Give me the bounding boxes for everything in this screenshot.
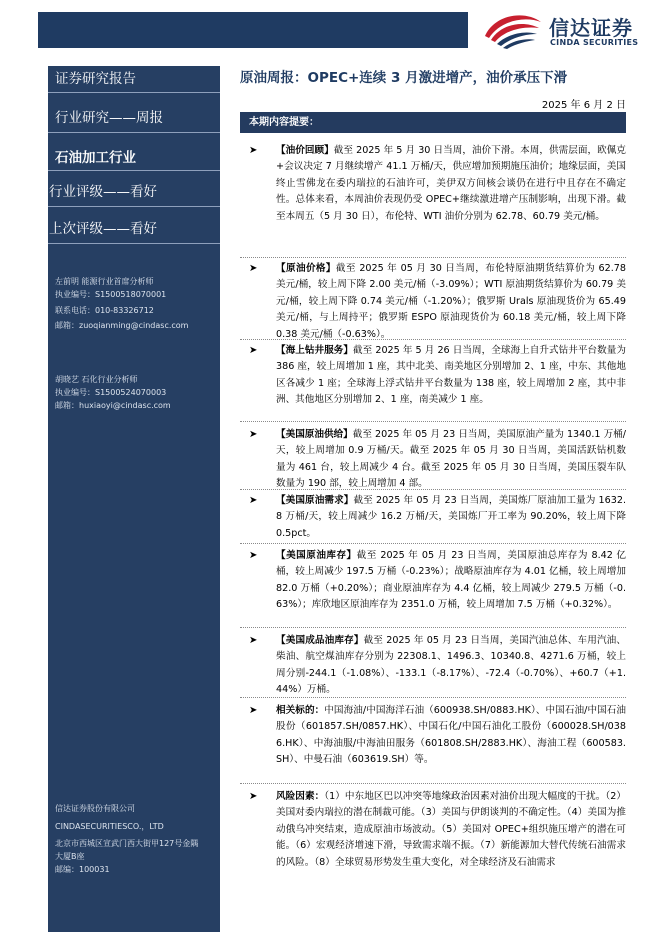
section-us-product-inventory: [276, 633, 626, 699]
sidebar-divider: [48, 206, 220, 207]
sidebar-divider: [48, 243, 220, 244]
header-banner: [38, 12, 468, 48]
section-tag: 【美国成品油库存】: [276, 635, 364, 646]
bullet-arrow-icon: ➤: [249, 550, 258, 561]
sidebar-divider: [48, 132, 220, 133]
section-related-stocks: [276, 703, 626, 769]
brand-name-en: CINDA SECURITIES: [550, 38, 639, 47]
report-date: 2025 年 6 月 2 日: [541, 100, 626, 111]
section-divider: [240, 489, 626, 490]
sidebar-divider: [48, 170, 220, 171]
section-text: 截至 2025 年 05 月 23 日当周，美国原油总库存为 8.42 亿桶，较上周减少 197.5 万桶（-0.23%）；战略原油库存为 4.01 亿桶，较上周增加 82.0 万桶（+0.20%）；商业原油库存为 4.4 亿桶，较上周减少 279.5 万桶（-0.63%）；库欣地区原油库存为 2351.0 万桶，较上周增加 7.5 万桶（+0.32%）。: [276, 550, 626, 611]
section-us-crude-inventory: [276, 548, 626, 614]
company-address: 北京市西城区宣武门西大街甲127号金隅: [55, 839, 199, 848]
section-us-crude-supply: [276, 427, 626, 493]
company-name-cn: 信达证券股份有限公司: [55, 804, 135, 813]
analyst-name: 胡晓艺 石化行业分析师: [55, 375, 138, 384]
bullet-arrow-icon: ➤: [249, 495, 258, 506]
analyst-email: 邮箱：zuoqianming@cindasc.com: [55, 321, 189, 330]
section-tag: 相关标的：: [276, 705, 325, 716]
analyst-cert-number: 执业编号：S1500524070003: [55, 388, 167, 397]
bullet-arrow-icon: ➤: [249, 345, 258, 356]
section-text: 截至 2025 年 05 月 23 日当周，美国原油产量为 1340.1 万桶/天，较上周增加 0.9 万桶/天。截至 2025 年 05 月 30 日当周，美国活跃钻机数量为 461 台，较上周减少 4 台。截至 2025 年 05 月 30 日当周，美国压裂车队数量为 190 部，较上周增加 4 部。: [276, 429, 626, 490]
section-text: 中国海油/中国海洋石油（600938.SH/0883.HK）、中国石油/中国石油股份（601857.SH/0857.HK）、中国石化/中国石油化工股份（600028.SH/0386.HK）、中海油服/中海油田服务（601808.SH/2883.HK）、海油工程（600583.SH）、中曼石油（603619.SH）等。: [276, 705, 627, 766]
bullet-arrow-icon: ➤: [249, 705, 258, 716]
analyst-name: 左前明 能源行业首席分析师: [55, 277, 154, 286]
section-tag: 风险因素：: [276, 791, 325, 802]
section-divider: [240, 257, 626, 258]
report-type-label: 证券研究报告: [55, 71, 136, 87]
section-divider: [240, 697, 626, 698]
bullet-arrow-icon: ➤: [249, 145, 258, 156]
cinda-logo-icon: [481, 8, 545, 50]
section-divider: [240, 783, 626, 784]
section-offshore-drilling: [276, 343, 626, 409]
analyst-phone: 联系电话：010-83326712: [55, 306, 154, 315]
sidebar-divider: [48, 92, 220, 93]
section-crude-price: [276, 261, 626, 343]
section-text: （1）中东地区巴以冲突等地缘政治因素对油价出现大幅度的干扰。（2）美国对委内瑞拉的潜在制裁可能。（3）美国与伊朗谈判的不确定性。（4）美国为推动俄乌冲突结束，造成原油市场波动。（5）美国对 OPEC+组织施压增产的潜在可能。（6）宏观经济增速下滑，导致需求端不振。（7）新能源加大替代传统石油需求的风险。（8）全球贸易形势发生重大变化，对全球经济及石油需求: [276, 791, 627, 868]
bullet-arrow-icon: ➤: [249, 429, 258, 440]
section-divider: [240, 627, 626, 628]
section-tag: 【油价回顾】: [276, 145, 334, 156]
section-text: 截至 2025 年 5 月 26 日当周，全球海上自升式钻井平台数量为 386 座，较上周增加 1 座，其中北美、南美地区分别增加 2、1 座，中东、其他地区各减少 1 座；全球海上浮式钻井平台数量为 138 座，较上周增加 2 座，其中非洲、其他地区分别增加 2、1 座，南美减少 1 座。: [276, 345, 626, 406]
section-tag: 【美国原油供给】: [276, 429, 353, 440]
previous-rating-label: 上次评级——看好: [49, 221, 157, 237]
section-text: 截至 2025 年 5 月 30 日当周，油价下滑。本周，供需层面，欧佩克+会议决定 7 月继续增产 41.1 万桶/天，供应增加预期施压油价；地缘层面，美国终止雪佛龙在委内瑞拉的石油许可，美伊双方间核会谈仍在进行中且存在不确定性。总体来看，本周油价表现仍受 OPEC+继续激进增产压制影响，出现下滑。截至本周五（5 月 30 日），布伦特、WTI 油价分别为 62.78、60.79 美元/桶。: [276, 145, 626, 222]
report-title: 原油周报：OPEC+连续 3 月激进增产，油价承压下滑: [240, 70, 568, 86]
section-divider: [240, 339, 626, 340]
section-text: 截至 2025 年 05 月 30 日当周，布伦特原油期货结算价为 62.78 美元/桶，较上周下降 2.00 美元/桶（-3.09%）；WTI 原油期货结算价为 60.79 美元/桶，较上周下降 0.74 美元/桶（-1.20%）；俄罗斯 Urals 原油现货价为 65.49 美元/桶，与上周持平；俄罗斯 ESPO 原油现货价为 60.18 美元/桶，较上周下降 0.38 美元/桶（-0.63%）。: [276, 263, 626, 340]
industry-rating-label: 行业评级——看好: [49, 184, 157, 200]
section-text: 截至 2025 年 05 月 23 日当周，美国炼厂原油加工量为 1632.8 万桶/天，较上周减少 16.2 万桶/天，美国炼厂开工率为 90.20%，较上周下降 0.5pct。: [276, 495, 627, 539]
section-tag: 【海上钻井服务】: [276, 345, 354, 356]
summary-heading: 本期内容提要：: [240, 112, 626, 133]
research-type-label: 行业研究——周报: [55, 110, 163, 126]
bullet-arrow-icon: ➤: [249, 791, 258, 802]
company-postcode: 邮编：100031: [55, 865, 110, 874]
company-name-en: CINDASECURITIESCO.，LTD: [55, 822, 164, 831]
section-tag: 【美国原油库存】: [276, 550, 357, 561]
brand-name-cn: 信达证券: [549, 16, 633, 40]
section-text: 截至 2025 年 05 月 23 日当周，美国汽油总体、车用汽油、柴油、航空煤油库存分别为 22308.1、1496.3、10340.8、4271.6 万桶，较上周分别-244.1（-1.08%）、-133.1（-8.17%）、-72.4（-0.70%）、+60.7（+1.44%）万桶。: [276, 635, 626, 696]
section-divider: [240, 543, 626, 544]
bullet-arrow-icon: ➤: [249, 635, 258, 646]
section-oil-price-review: [276, 143, 626, 225]
section-tag: 【美国原油需求】: [276, 495, 354, 506]
section-tag: 【原油价格】: [276, 263, 336, 274]
analyst-cert-number: 执业编号：S1500518070001: [55, 290, 167, 299]
company-address: 大厦B座: [55, 852, 85, 861]
brand-logo: [481, 8, 656, 50]
section-divider: [240, 421, 626, 422]
industry-label: 石油加工行业: [55, 150, 136, 166]
analyst-email: 邮箱：huxiaoyi@cindasc.com: [55, 401, 171, 410]
bullet-arrow-icon: ➤: [249, 263, 258, 274]
section-us-crude-demand: [276, 493, 626, 542]
section-risk-factors: [276, 789, 626, 871]
